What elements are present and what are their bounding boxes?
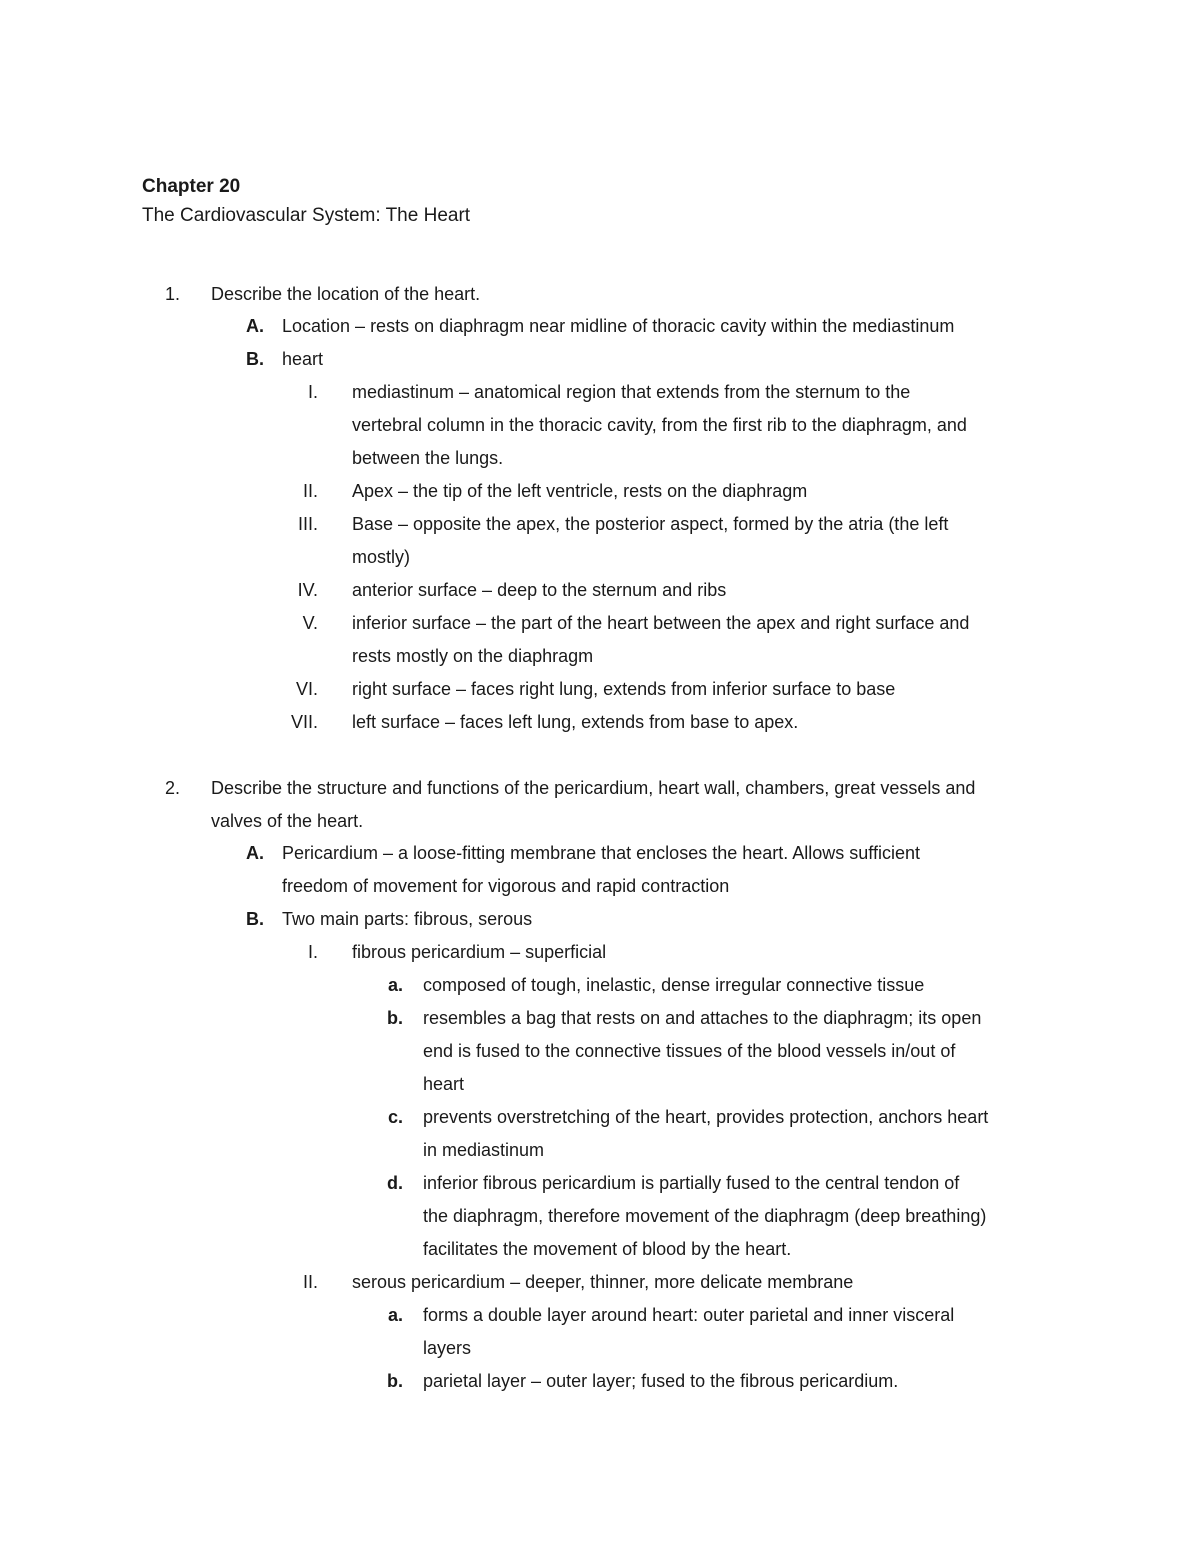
q2-a-line: Pericardium – a loose-fitting membrane that encloses the heart. Allows sufficient [282,843,920,863]
q1-b-iii-line: mostly) [352,547,410,567]
q1-b-iii-marker: III. [297,514,318,534]
q2-b-i-b-marker: b. [387,1008,403,1028]
q1-text: Describe the location of the heart. [211,284,481,304]
q1-b-ii-line: Apex – the tip of the left ventricle, rests on the diaphragm [352,481,808,501]
q2-b-i-c-marker: c. [387,1107,403,1127]
q1-b-vii-line: left surface – faces left lung, extends from base to apex. [352,712,799,732]
q2-b-ii-marker: II. [302,1272,318,1292]
q2-b-ii-b-marker: b. [387,1371,403,1391]
q2-a-marker: A. [246,843,264,863]
q2-b-i-c-line: in mediastinum [423,1140,545,1160]
q1-b-i-line: vertebral column in the thoracic cavity, from the first rib to the diaphragm, and [352,415,967,435]
q2-b-i-a-line: composed of tough, inelastic, dense irregular connective tissue [423,975,925,995]
chapter-title: Chapter 20 [142,176,241,197]
q2-a-line: freedom of movement for vigorous and rapid contraction [282,876,730,896]
q2-b-ii-a-line: layers [423,1338,472,1358]
q2-b-text: Two main parts: fibrous, serous [282,909,533,929]
q2-number: 2. [165,778,181,798]
q2-b-ii-a-line: forms a double layer around heart: outer parietal and inner visceral [423,1305,955,1325]
q2-b-i-d-marker: d. [387,1173,403,1193]
q1-b-vi-line: right surface – faces right lung, extends from inferior surface to base [352,679,896,699]
q2-b-i-marker: I. [307,942,318,962]
q2-line: Describe the structure and functions of the pericardium, heart wall, chambers, great vessels and [211,778,976,798]
q2-line: valves of the heart. [211,811,364,831]
q2-b-i-a-marker: a. [387,975,403,995]
chapter-subtitle: The Cardiovascular System: The Heart [142,205,471,226]
q2-b-i-d-line: facilitates the movement of blood by the heart. [423,1239,792,1259]
q1-b-vii-marker: VII. [290,712,318,732]
q2-b-i-d-line: inferior fibrous pericardium is partially fused to the central tendon of [423,1173,960,1193]
q2-b-i-text: fibrous pericardium – superficial [352,942,607,962]
q1-b-i-line: mediastinum – anatomical region that extends from the sternum to the [352,382,911,402]
q2-b-i-b-line: resembles a bag that rests on and attaches to the diaphragm; its open [423,1008,982,1028]
q1-b-ii-marker: II. [302,481,318,501]
q1-b-iv-line: anterior surface – deep to the sternum and ribs [352,580,727,600]
q1-b-i-marker: I. [307,382,318,402]
q1-a-marker: A. [246,316,264,336]
q1-b-text: heart [282,349,324,369]
q1-b-v-line: inferior surface – the part of the heart between the apex and right surface and [352,613,970,633]
q1-b-vi-marker: VI. [295,679,318,699]
q1-b-marker: B. [246,349,264,369]
q2-b-i-d-line: the diaphragm, therefore movement of the diaphragm (deep breathing) [423,1206,987,1226]
q1-a-text: Location – rests on diaphragm near midline of thoracic cavity within the mediastinum [282,316,955,336]
q2-b-i-b-line: end is fused to the connective tissues of the blood vessels in/out of [423,1041,956,1061]
q1-number: 1. [165,284,181,304]
q2-b-i-b-line: heart [423,1074,465,1094]
q1-b-v-marker: V. [302,613,318,633]
q1-b-v-line: rests mostly on the diaphragm [352,646,594,666]
q2-b-marker: B. [246,909,264,929]
q1-b-iv-marker: IV. [297,580,318,600]
q2-b-ii-b-line: parietal layer – outer layer; fused to the fibrous pericardium. [423,1371,899,1391]
q2-b-ii-text: serous pericardium – deeper, thinner, more delicate membrane [352,1272,854,1292]
q2-b-ii-a-marker: a. [387,1305,403,1325]
q1-b-iii-line: Base – opposite the apex, the posterior aspect, formed by the atria (the left [352,514,949,534]
q2-b-i-c-line: prevents overstretching of the heart, provides protection, anchors heart [423,1107,989,1127]
q1-b-i-line: between the lungs. [352,448,504,468]
